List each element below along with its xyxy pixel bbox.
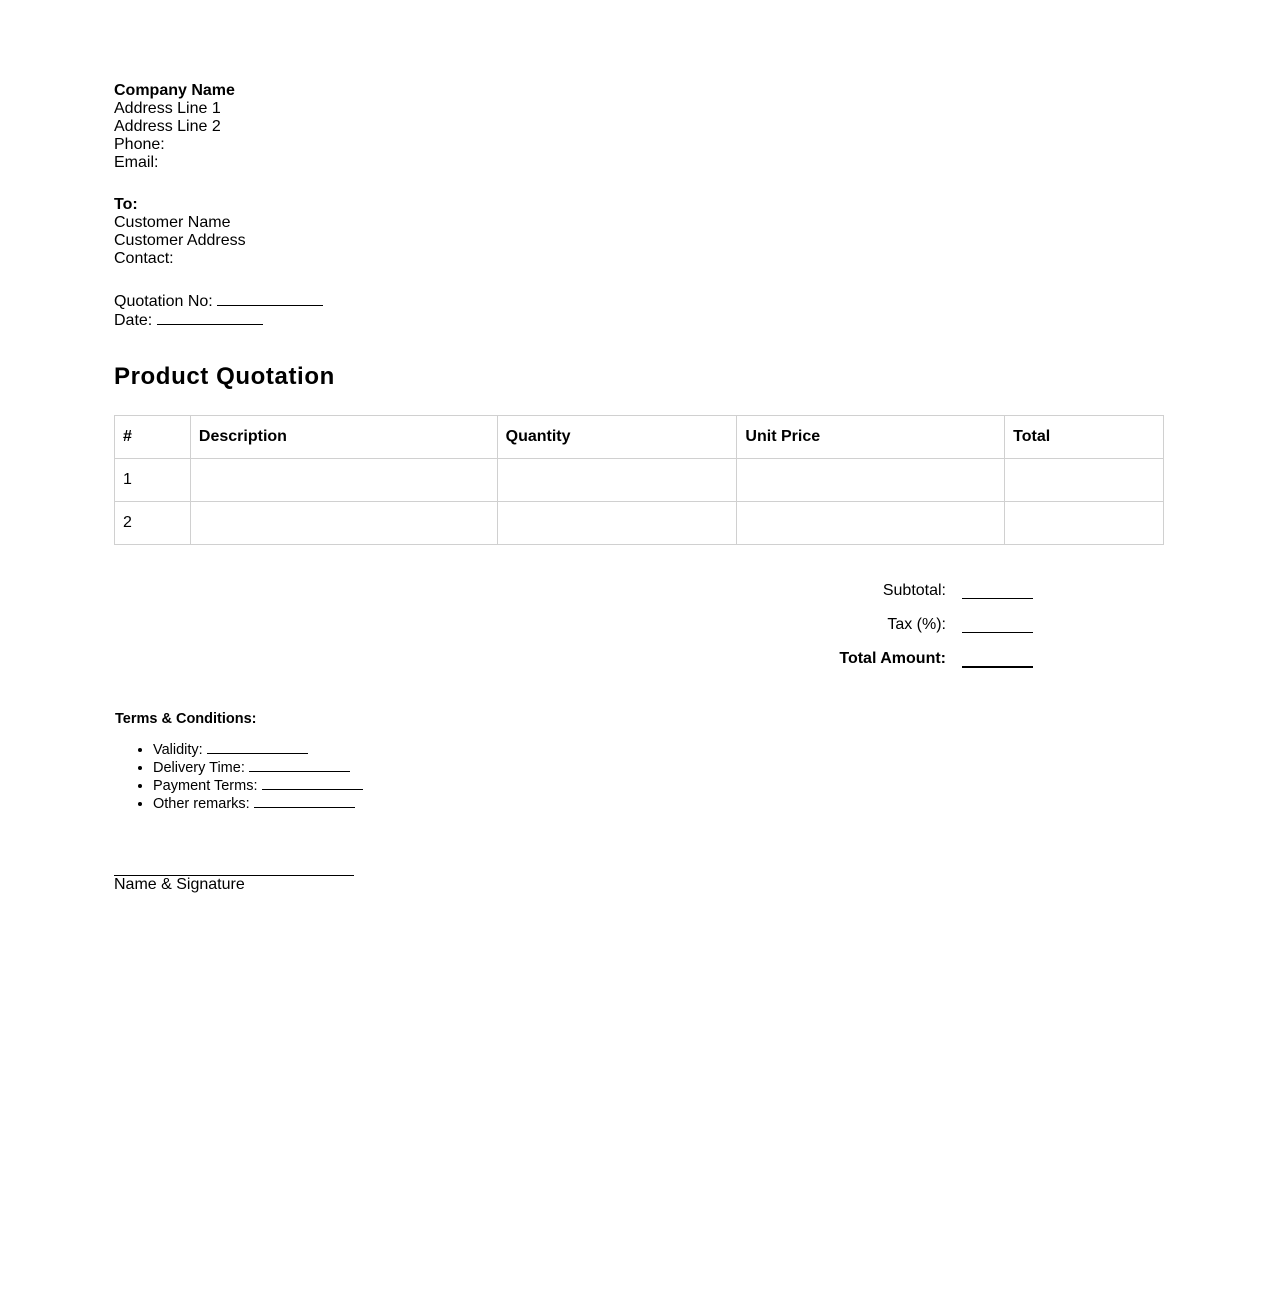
tax-row [114,614,1164,648]
date-row [114,311,1164,330]
column-header-description: Description [190,416,497,459]
table-header-row [115,416,1164,459]
date-field[interactable] [157,311,263,325]
company-email: Email: [114,154,159,171]
payment-terms-field[interactable] [262,777,363,790]
quotation-meta [114,292,1164,330]
company-address-2: Address Line 2 [114,118,221,135]
column-header-unit-price: Unit Price [737,416,1005,459]
quotation-document [114,82,1164,893]
description-cell[interactable] [190,502,497,545]
total-cell[interactable] [1005,502,1164,545]
customer-contact: Contact: [114,250,174,267]
row-number-cell: 2 [115,502,191,545]
total-amount-row [114,648,1164,682]
delivery-time-field[interactable] [249,759,350,772]
terms-title: Terms & Conditions: [115,711,257,727]
list-item [153,777,363,795]
subtotal-field[interactable] [962,598,1033,599]
validity-field[interactable] [207,741,308,754]
tax-label: Tax (%): [887,616,946,633]
delivery-time-label: Delivery Time: [153,760,245,776]
quotation-number-field[interactable] [217,292,323,306]
row-number-cell: 1 [115,459,191,502]
payment-terms-label: Payment Terms: [153,778,258,794]
page-title: Product Quotation [114,363,335,390]
customer-address: Customer Address [114,232,246,249]
list-item [153,741,363,759]
total-cell[interactable] [1005,459,1164,502]
list-item [153,759,363,777]
subtotal-row [114,580,1164,614]
totals-section [114,580,1164,682]
column-header-number: # [115,416,191,459]
recipient-label: To: [114,196,138,213]
total-amount-field[interactable] [962,666,1033,668]
company-block [114,82,1164,172]
tax-field[interactable] [962,632,1033,633]
description-cell[interactable] [190,459,497,502]
column-header-quantity: Quantity [497,416,737,459]
quotation-table [114,415,1164,545]
terms-section [115,711,363,813]
customer-name: Customer Name [114,214,231,231]
signature-label: Name & Signature [114,876,245,893]
quotation-number-label: Quotation No: [114,293,213,310]
table-row [115,502,1164,545]
column-header-total: Total [1005,416,1164,459]
signature-line[interactable] [114,857,354,876]
other-remarks-label: Other remarks: [153,796,250,812]
signature-section [114,857,354,894]
company-address-1: Address Line 1 [114,100,221,117]
company-name: Company Name [114,82,235,99]
other-remarks-field[interactable] [254,795,355,808]
unit-price-cell[interactable] [737,459,1005,502]
recipient-block [114,196,1164,268]
quotation-number-row [114,292,1164,311]
date-label: Date: [114,312,153,329]
terms-list [115,741,363,813]
unit-price-cell[interactable] [737,502,1005,545]
total-amount-label: Total Amount: [839,650,946,667]
company-phone: Phone: [114,136,165,153]
validity-label: Validity: [153,742,203,758]
quantity-cell[interactable] [497,502,737,545]
list-item [153,795,363,813]
table-row [115,459,1164,502]
subtotal-label: Subtotal: [882,582,946,599]
quantity-cell[interactable] [497,459,737,502]
